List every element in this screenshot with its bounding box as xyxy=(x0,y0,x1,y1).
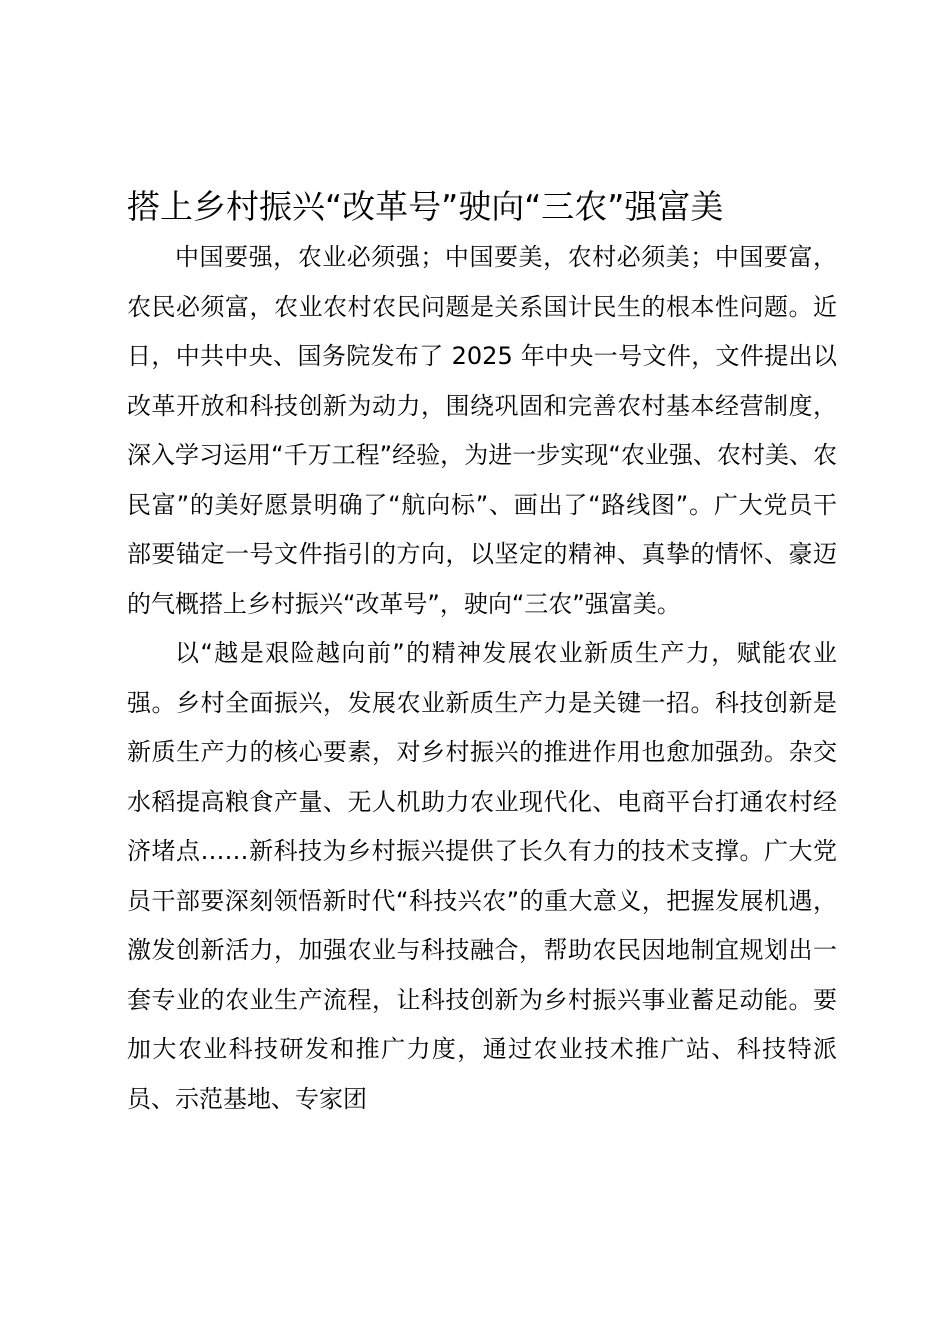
paragraph-agriculture-strong: 以“越是艰险越向前”的精神发展农业新质生产力，赋能农业强。乡村全面振兴，发展农业新质生产力是关键一招。科技创新是新质生产力的核心要素，对乡村振兴的推进作用也愈加强劲。杂交水稻提高粮食产量、无人机助力农业现代化、电商平台打通农村经济堵点……新科技为乡村振兴提供了长久有力的技术支撑。广大党员干部要深刻领悟新时代“科技兴农”的重大意义，把握发展机遇，激发创新活力，加强农业与科技融合，帮助农民因地制宜规划出一套专业的农业生产流程，让科技创新为乡村振兴事业蓄足动能。要加大农业科技研发和推广力度，通过农业技术推广站、科技特派员、示范基地、专家团 xyxy=(127,639,837,1113)
article-body xyxy=(127,233,837,1124)
article-title: 搭上乡村振兴“改革号”驶向“三农”强富美 xyxy=(127,187,724,226)
paragraph-intro: 中国要强，农业必须强；中国要美，农村必须美；中国要富，农民必须富，农业农村农民问题是关系国计民生的根本性问题。近日，中共中央、国务院发布了 2025 年中央一号文件，文件提出以改革开放和科技创新为动力，围绕巩固和完善农村基本经营制度，深入学习运用“千万工程”经验，为进一步实现“农业强、农村美、农民富”的美好愿景明确了“航向标”、画出了“路线图”。广大党员干部要锚定一号文件指引的方向，以坚定的精神、真挚的情怀、豪迈的气概搭上乡村振兴“改革号”，驶向“三农”强富美。 xyxy=(127,243,837,618)
